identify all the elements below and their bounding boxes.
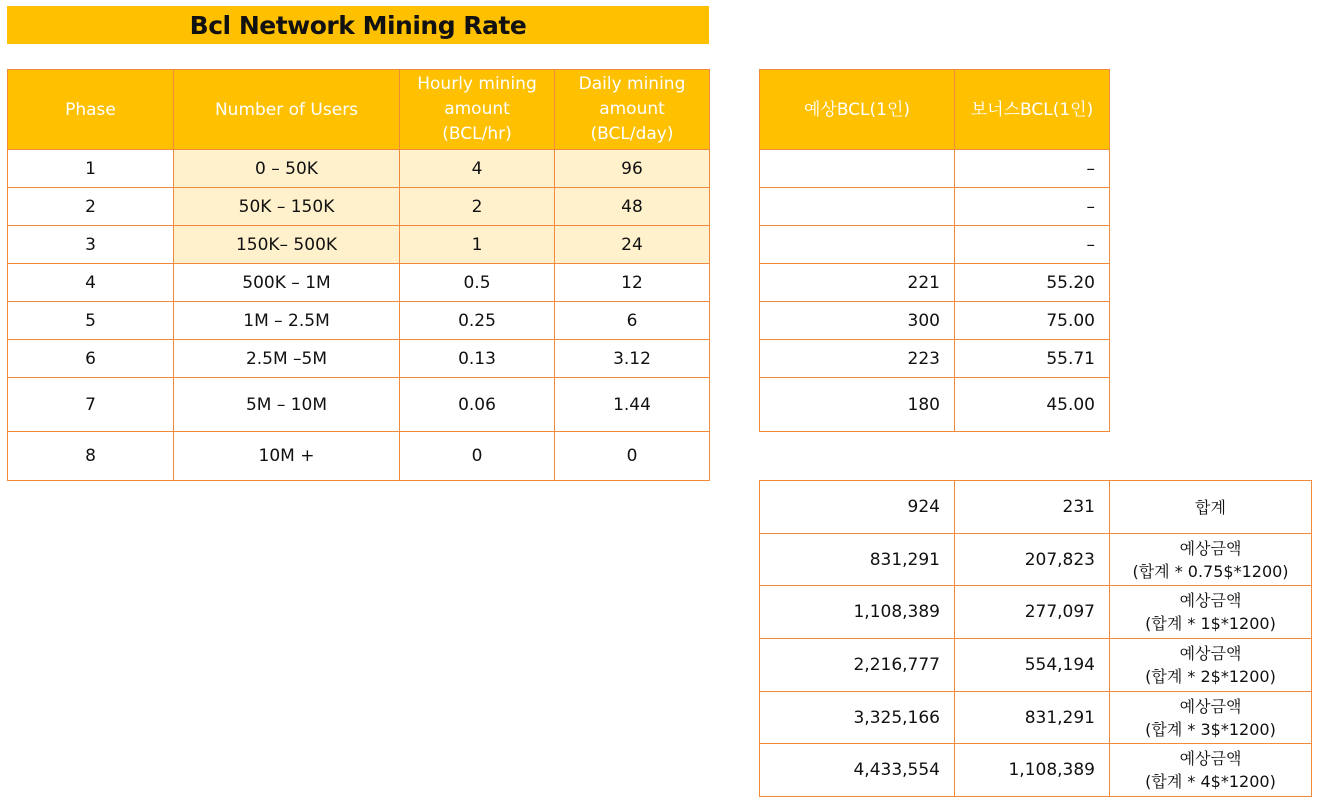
table-row [8, 378, 710, 432]
bonus-bcl-cell: – [955, 226, 1110, 264]
expected-bcl-cell: 300 [760, 302, 955, 340]
bonus-bcl-cell: 75.00 [955, 302, 1110, 340]
amount-cell: 1,108,389 [760, 586, 955, 639]
phase-cell: 2 [8, 188, 174, 226]
daily-cell: 12 [555, 264, 710, 302]
users-cell: 150K– 500K [174, 226, 400, 264]
formula-label-cell [1110, 639, 1312, 692]
table-row [8, 188, 710, 226]
bonus-amount-cell: 831,291 [955, 692, 1110, 744]
amount-cell: 3,325,166 [760, 692, 955, 744]
daily-cell: 6 [555, 302, 710, 340]
total-label-cell [1110, 481, 1312, 534]
hourly-cell: 0 [400, 432, 555, 481]
hourly-cell: 0.25 [400, 302, 555, 340]
header-expected-bcl: 예상BCL(1인) [760, 70, 955, 150]
daily-cell: 0 [555, 432, 710, 481]
bonus-amount-cell: 554,194 [955, 639, 1110, 692]
label-line1: 예상금액 [1179, 749, 1242, 768]
table-row [8, 264, 710, 302]
table-row [760, 188, 1110, 226]
table-row [760, 586, 1312, 639]
phase-cell: 6 [8, 340, 174, 378]
formula-label-cell [1110, 692, 1312, 744]
table-header-row [760, 70, 1110, 150]
total-amount-table [759, 480, 1312, 797]
table-row [760, 378, 1110, 432]
amount-cell: 2,216,777 [760, 639, 955, 692]
expected-bcl-cell [760, 150, 955, 188]
total-expected-bcl-cell: 924 [760, 481, 955, 534]
expected-bcl-cell [760, 188, 955, 226]
table-row [8, 226, 710, 264]
phase-cell: 3 [8, 226, 174, 264]
users-cell: 500K – 1M [174, 264, 400, 302]
table-header-row [8, 70, 710, 150]
phase-cell: 8 [8, 432, 174, 481]
formula-label-cell [1110, 744, 1312, 797]
label-line1: 예상금액 [1179, 591, 1242, 610]
table-row [760, 639, 1312, 692]
formula-label-cell [1110, 586, 1312, 639]
amount-cell: 4,433,554 [760, 744, 955, 797]
bonus-bcl-cell: 55.71 [955, 340, 1110, 378]
bonus-amount-cell: 1,108,389 [955, 744, 1110, 797]
bonus-amount-cell: 277,097 [955, 586, 1110, 639]
page-title: Bcl Network Mining Rate [7, 6, 709, 44]
bonus-amount-cell: 207,823 [955, 534, 1110, 586]
label-line2: (합계 * 4$*1200) [1145, 772, 1276, 791]
phase-cell: 5 [8, 302, 174, 340]
table-row [760, 150, 1110, 188]
header-bonus-bcl: 보너스BCL(1인) [955, 70, 1110, 150]
users-cell: 1M – 2.5M [174, 302, 400, 340]
phase-cell: 4 [8, 264, 174, 302]
table-row [8, 302, 710, 340]
amount-cell: 831,291 [760, 534, 955, 586]
header-phase: Phase [8, 70, 174, 150]
bonus-bcl-cell: 55.20 [955, 264, 1110, 302]
table-row [760, 692, 1312, 744]
table-row [760, 534, 1312, 586]
header-hourly-mining-amount: Hourly mining amount (BCL/hr) [400, 70, 555, 150]
mining-rate-table [7, 69, 710, 481]
expected-bcl-cell: 221 [760, 264, 955, 302]
bonus-bcl-cell: – [955, 150, 1110, 188]
daily-cell: 96 [555, 150, 710, 188]
table-row [760, 481, 1312, 534]
table-row [8, 150, 710, 188]
phase-cell: 7 [8, 378, 174, 432]
phase-cell: 1 [8, 150, 174, 188]
daily-cell: 24 [555, 226, 710, 264]
label-line2: (합계 * 2$*1200) [1145, 667, 1276, 686]
bonus-bcl-cell: – [955, 188, 1110, 226]
users-cell: 5M – 10M [174, 378, 400, 432]
table-row [8, 432, 710, 481]
daily-cell: 1.44 [555, 378, 710, 432]
bonus-bcl-cell: 45.00 [955, 378, 1110, 432]
header-daily-mining-amount: Daily mining amount (BCL/day) [555, 70, 710, 150]
label-line1: 예상금액 [1179, 696, 1242, 716]
expected-bcl-cell: 180 [760, 378, 955, 432]
label-line2: (합계 * 0.75$*1200) [1132, 561, 1289, 581]
hourly-cell: 2 [400, 188, 555, 226]
header-number-of-users: Number of Users [174, 70, 400, 150]
label-line2: (합계 * 1$*1200) [1145, 614, 1276, 633]
table-row [760, 340, 1110, 378]
users-cell: 0 – 50K [174, 150, 400, 188]
expected-bcl-cell [760, 226, 955, 264]
users-cell: 10M + [174, 432, 400, 481]
hourly-cell: 4 [400, 150, 555, 188]
label-line1: 합계 [1195, 497, 1226, 517]
label-line1: 예상금액 [1179, 538, 1242, 558]
table-row [760, 264, 1110, 302]
users-cell: 50K – 150K [174, 188, 400, 226]
hourly-cell: 1 [400, 226, 555, 264]
table-row [760, 226, 1110, 264]
total-bonus-bcl-cell: 231 [955, 481, 1110, 534]
table-row [760, 302, 1110, 340]
label-line2: (합계 * 3$*1200) [1145, 719, 1276, 739]
label-line1: 예상금액 [1179, 644, 1242, 663]
formula-label-cell [1110, 534, 1312, 586]
hourly-cell: 0.13 [400, 340, 555, 378]
hourly-cell: 0.5 [400, 264, 555, 302]
expected-bcl-cell: 223 [760, 340, 955, 378]
daily-cell: 3.12 [555, 340, 710, 378]
daily-cell: 48 [555, 188, 710, 226]
table-row [8, 340, 710, 378]
expected-bcl-table [759, 69, 1110, 432]
users-cell: 2.5M –5M [174, 340, 400, 378]
table-row [760, 744, 1312, 797]
hourly-cell: 0.06 [400, 378, 555, 432]
